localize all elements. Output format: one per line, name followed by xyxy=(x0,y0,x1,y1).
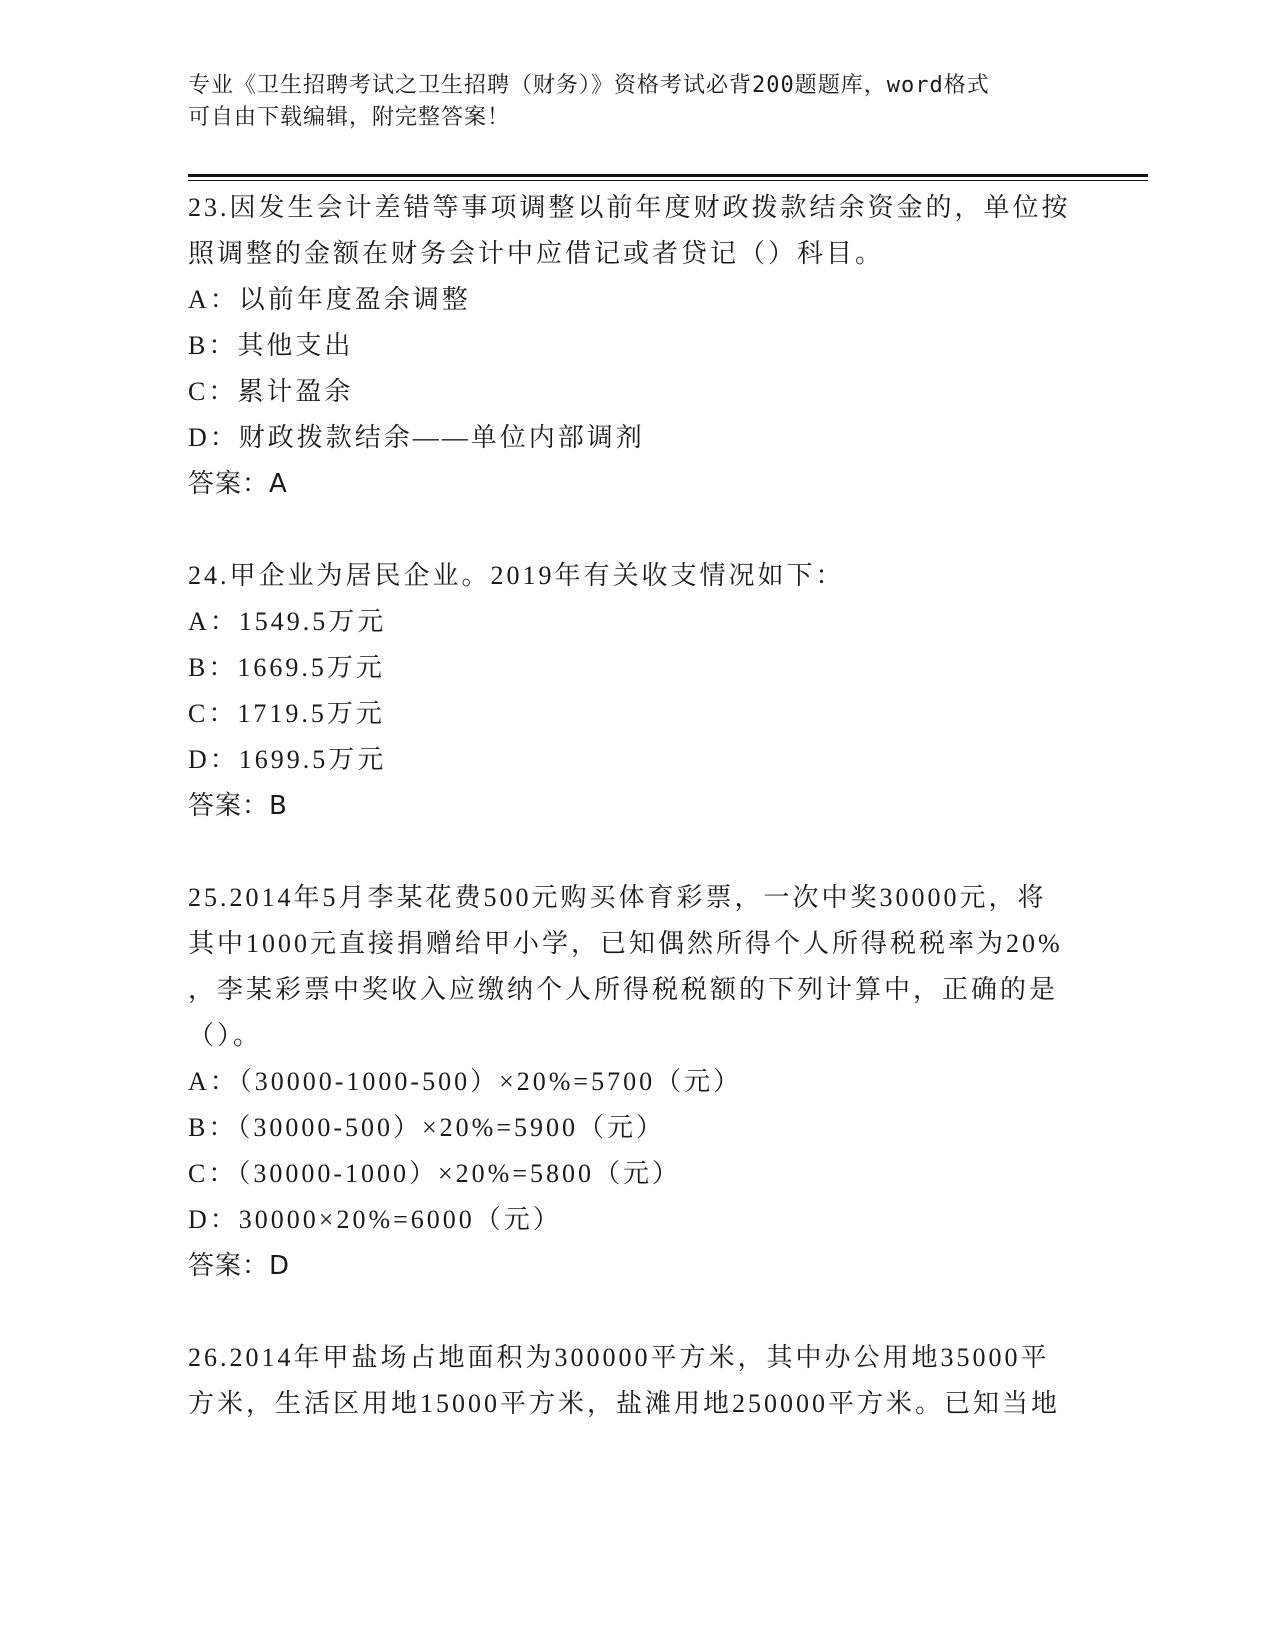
question-23 xyxy=(188,185,1148,507)
question-24 xyxy=(188,553,1148,829)
question-text-line: 24.甲企业为居民企业。2019年有关收支情况如下： xyxy=(188,561,845,590)
document-page xyxy=(188,70,1148,1473)
option-c: C：1719.5万元 xyxy=(188,699,385,728)
header-divider xyxy=(188,174,1148,181)
question-text-line: 23.因发生会计差错等事项调整以前年度财政拨款结余资金的，单位按 xyxy=(188,193,1071,222)
question-text-line: 25.2014年5月李某花费500元购买体育彩票，一次中奖30000元，将 xyxy=(188,883,1047,912)
question-text-line: 26.2014年甲盐场占地面积为300000平方米，其中办公用地35000平 xyxy=(188,1343,1050,1372)
option-b: B：1669.5万元 xyxy=(188,653,385,682)
answer: 答案：A xyxy=(188,469,288,499)
question-text-line: 方米，生活区用地15000平方米，盐滩用地250000平方米。已知当地 xyxy=(188,1389,1061,1418)
answer: 答案：D xyxy=(188,1251,291,1281)
option-d: D：30000×20%=6000（元） xyxy=(188,1205,562,1234)
option-a: A：（30000-1000-500）×20%=5700（元） xyxy=(188,1067,743,1096)
header-line-1: 专业《卫生招聘考试之卫生招聘（财务）》资格考试必背200题题库，word格式 xyxy=(188,73,990,98)
question-text-line: 照调整的金额在财务会计中应借记或者贷记（）科目。 xyxy=(188,239,885,268)
option-b: B：（30000-500）×20%=5900（元） xyxy=(188,1113,665,1142)
header-line-2: 可自由下载编辑，附完整答案！ xyxy=(188,105,511,130)
answer: 答案：B xyxy=(188,791,288,821)
option-a: A：以前年度盈余调整 xyxy=(188,285,471,314)
question-list xyxy=(188,185,1148,1427)
option-a: A：1549.5万元 xyxy=(188,607,387,636)
option-d: D：1699.5万元 xyxy=(188,745,387,774)
question-26 xyxy=(188,1335,1148,1427)
option-b: B：其他支出 xyxy=(188,331,354,360)
option-c: C：累计盈余 xyxy=(188,377,354,406)
question-text-line: ，李某彩票中奖收入应缴纳个人所得税税额的下列计算中，正确的是 xyxy=(188,975,1059,1004)
question-text-line: 其中1000元直接捐赠给甲小学，已知偶然所得个人所得税税率为20% xyxy=(188,929,1063,958)
question-25 xyxy=(188,875,1148,1289)
option-d: D：财政拨款结余——单位内部调剂 xyxy=(188,423,645,452)
question-text-line: （）。 xyxy=(188,1021,263,1050)
document-header xyxy=(188,70,1148,134)
option-c: C：（30000-1000）×20%=5800（元） xyxy=(188,1159,681,1188)
